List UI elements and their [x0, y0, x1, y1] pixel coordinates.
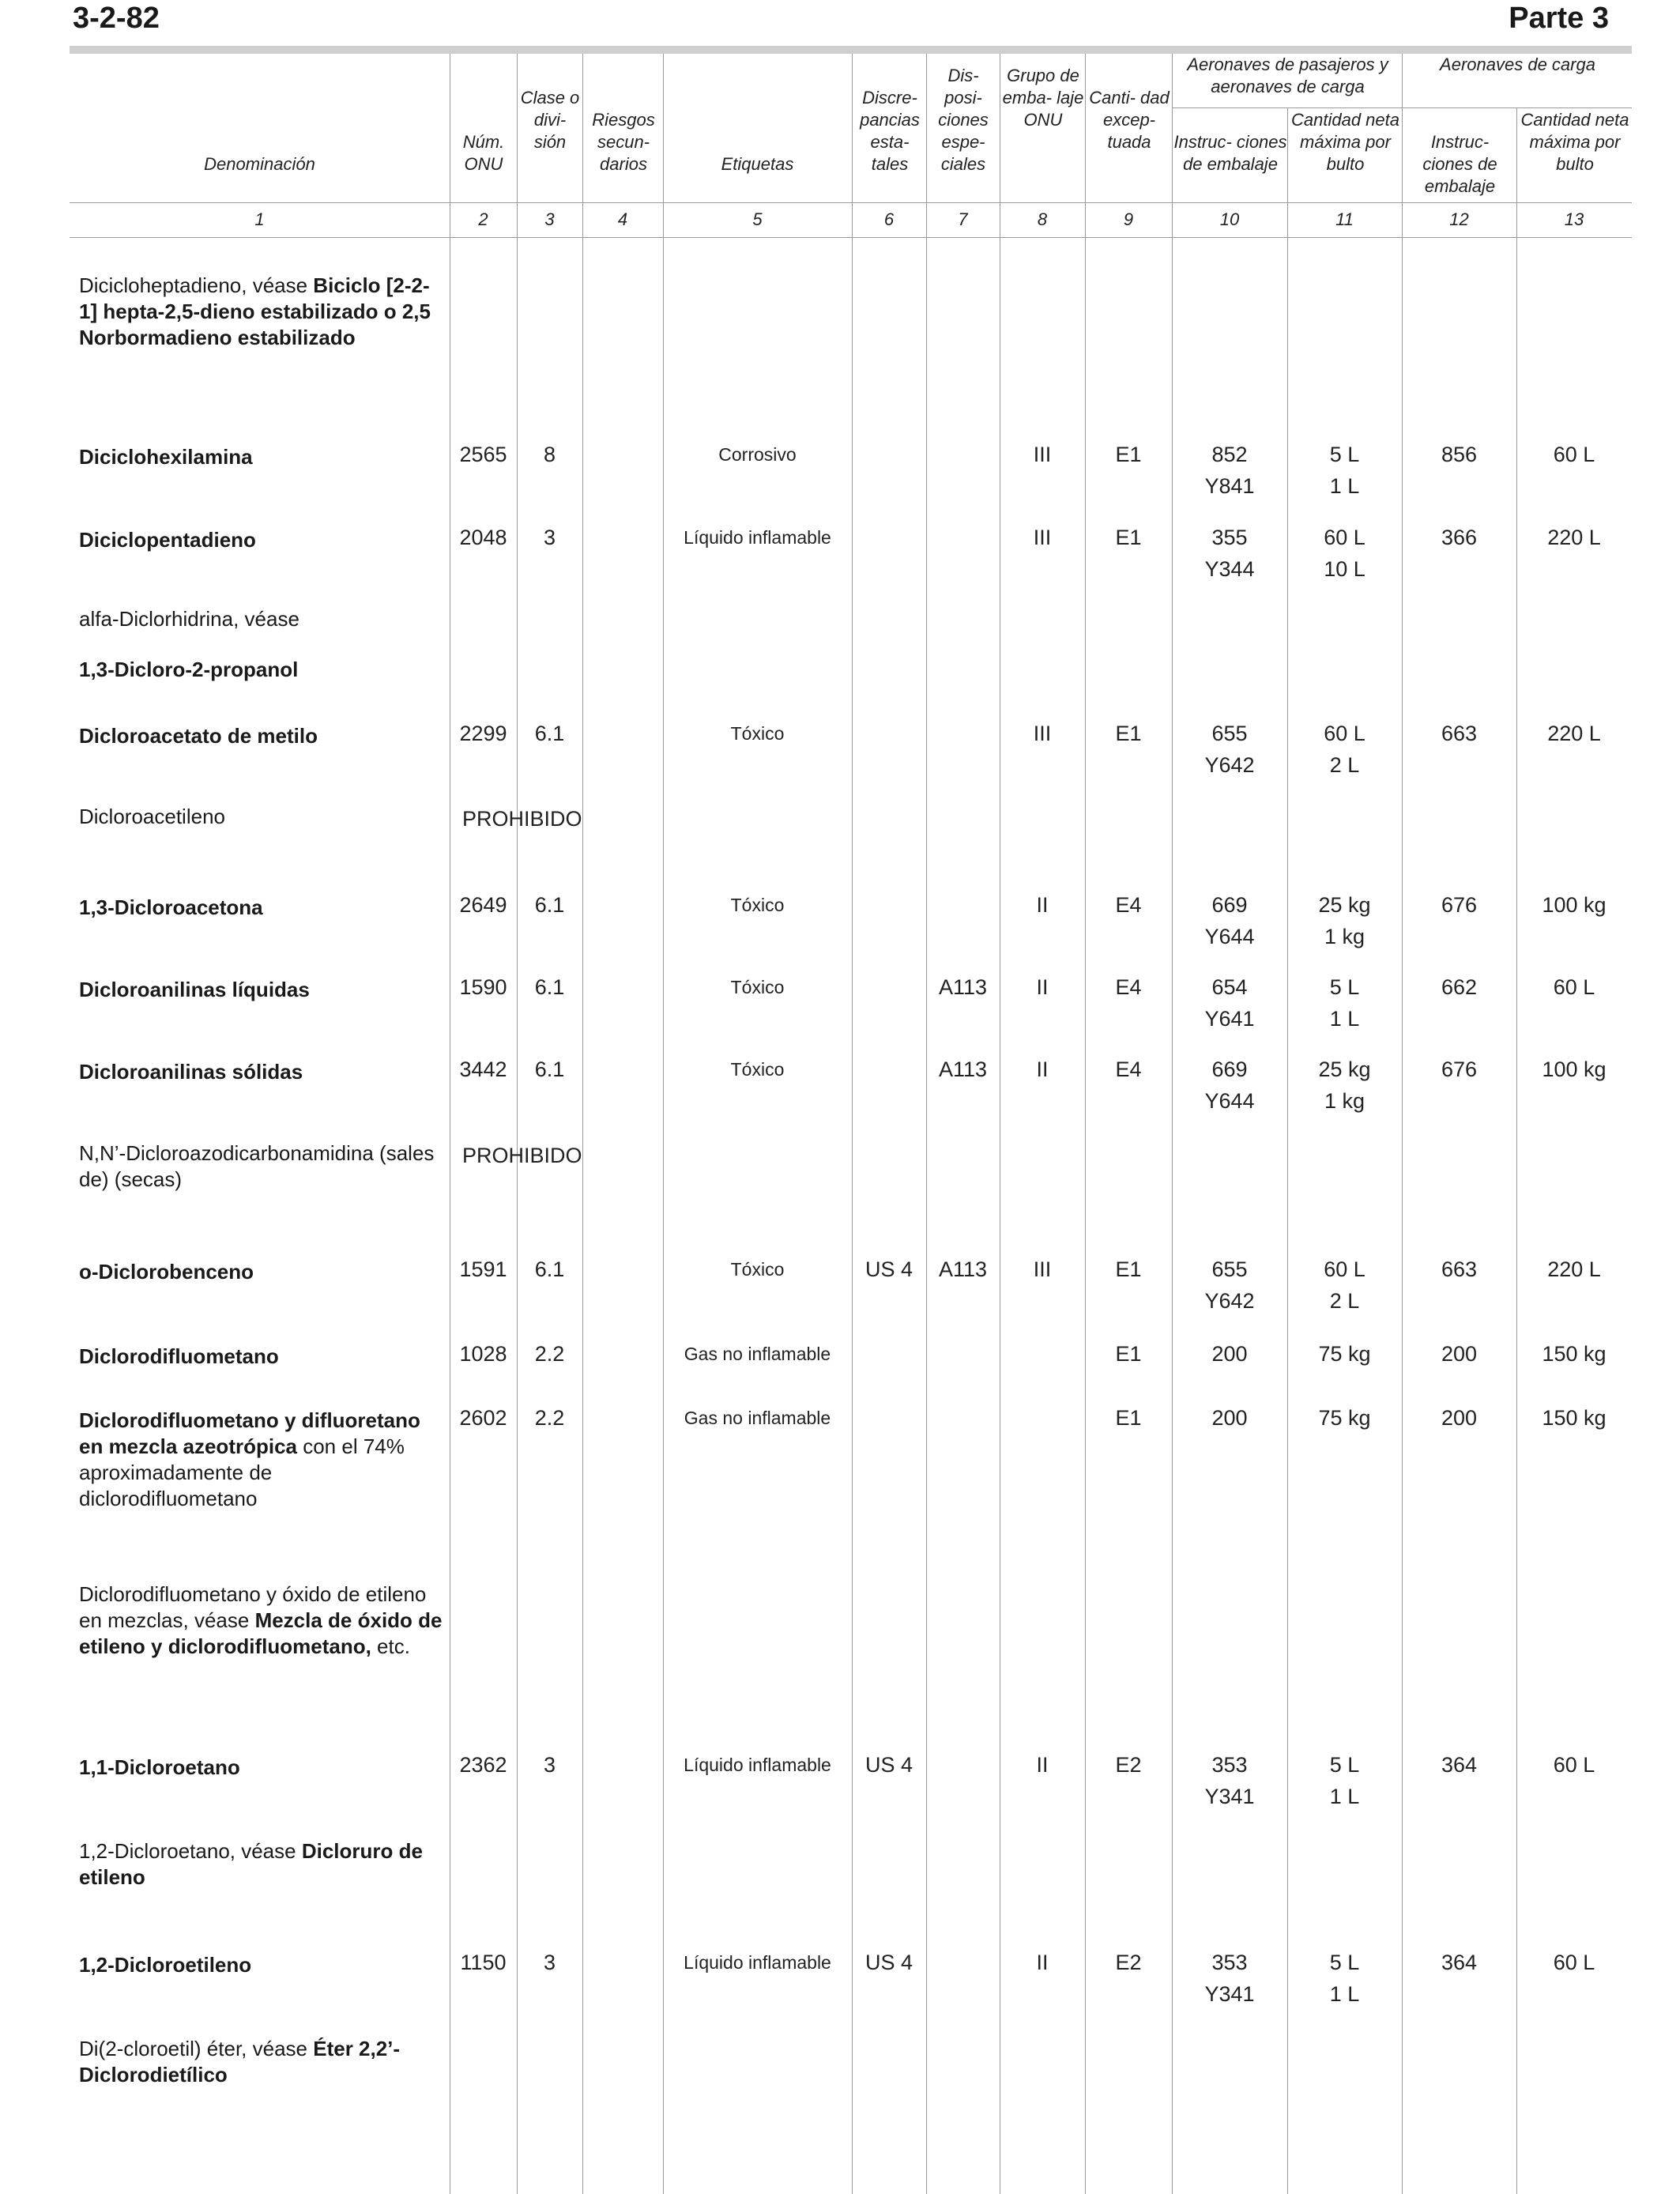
col-rule: [663, 54, 664, 2194]
entry-denominacion: Diciclohexilamina: [79, 445, 253, 469]
header-num-onu: Núm. ONU: [462, 132, 505, 174]
state-variation: US 4: [864, 1257, 913, 1281]
col-number: 6: [883, 209, 895, 229]
passenger-packing-instruction: 655 Y642: [1204, 1257, 1255, 1313]
passenger-max-quantity: 5 L 1 L: [1329, 1951, 1360, 2006]
cargo-max-quantity: 150 kg: [1542, 1406, 1607, 1430]
cargo-packing-instruction: 856: [1441, 443, 1478, 466]
passenger-packing-instruction: 852 Y841: [1204, 443, 1255, 498]
un-number: 1028: [459, 1342, 507, 1366]
un-number: 1591: [459, 1257, 507, 1281]
prohibido-label: PROHIBIDO: [462, 807, 582, 831]
packing-group: III: [1033, 1257, 1052, 1281]
label-text: Tóxico: [730, 1059, 785, 1080]
passenger-max-quantity: 75 kg: [1318, 1406, 1371, 1430]
entry-denominacion: 1,2-Dicloroetileno: [79, 1953, 252, 1977]
passenger-max-quantity: 60 L 10 L: [1324, 526, 1365, 581]
special-provision: A113: [938, 1257, 988, 1281]
label-text: Tóxico: [730, 977, 785, 997]
state-variation: US 4: [864, 1951, 913, 1974]
passenger-packing-instruction: 655 Y642: [1204, 722, 1255, 777]
un-number: 3442: [459, 1057, 507, 1081]
passenger-max-quantity: 60 L 2 L: [1324, 722, 1365, 777]
subheader-rule: [1172, 107, 1632, 108]
un-number: 2602: [459, 1406, 507, 1430]
entry-denominacion: 1,3-Dicloroacetona: [79, 895, 263, 919]
cargo-max-quantity: 60 L: [1553, 1753, 1595, 1777]
passenger-max-quantity: 75 kg: [1318, 1342, 1371, 1366]
label-text: Líquido inflamable: [684, 1952, 831, 1973]
entry-denominacion: Diciclopentadieno: [79, 528, 256, 552]
passenger-max-quantity: 5 L 1 L: [1329, 443, 1360, 498]
passenger-max-quantity: 60 L 2 L: [1324, 1257, 1365, 1313]
entry-denominacion: Di(2-cloroetil) éter, véase Éter 2,2’-Diclorodietílico: [79, 2037, 401, 2087]
entry-denominacion: Diclorodifluometano y óxido de etileno en mezclas, véase Mezcla de óxido de etileno y diclorodifluometano, etc.: [79, 1582, 443, 1658]
col-number: 13: [1564, 209, 1584, 229]
col-number: 2: [478, 209, 488, 229]
prohibido-label: PROHIBIDO: [462, 1144, 582, 1167]
cargo-packing-instruction: 200: [1441, 1342, 1478, 1366]
packing-group: II: [1036, 1753, 1049, 1777]
header-rule: [70, 46, 1632, 54]
passenger-packing-instruction: 355 Y344: [1204, 526, 1255, 581]
cargo-max-quantity: 220 L: [1547, 526, 1601, 549]
label-text: Tóxico: [730, 723, 785, 744]
cargo-packing-instruction: 364: [1441, 1753, 1478, 1777]
page-code: 3-2-82: [73, 2, 160, 35]
entry-denominacion: alfa-Diclorhidrina, véase: [79, 607, 299, 631]
cargo-packing-instruction: 364: [1441, 1951, 1478, 1974]
excepted-quantity: E4: [1115, 893, 1142, 917]
passenger-max-quantity: 25 kg 1 kg: [1318, 1057, 1371, 1113]
special-provision: A113: [938, 1057, 988, 1081]
col-rule: [1287, 108, 1288, 2194]
col-rule: [852, 54, 853, 2194]
header-denominacion: Denominación: [204, 154, 315, 174]
col-number: 9: [1123, 209, 1134, 229]
cargo-max-quantity: 100 kg: [1542, 1057, 1607, 1081]
cargo-packing-instruction: 663: [1441, 722, 1478, 745]
cargo-packing-instruction: 676: [1441, 893, 1478, 917]
passenger-packing-instruction: 353 Y341: [1204, 1951, 1255, 2006]
passenger-packing-instruction: 669 Y644: [1204, 1057, 1255, 1113]
entry-denominacion: 1,2-Dicloroetano, véase Dicloruro de etileno: [79, 1839, 423, 1889]
col-rule: [1172, 54, 1173, 2194]
excepted-quantity: E1: [1115, 443, 1142, 466]
entry-denominacion: Dicloroanilinas sólidas: [79, 1060, 303, 1084]
class-division: 2.2: [534, 1406, 565, 1430]
header-instr-pasajeros: Instruc- ciones de embalaje: [1173, 132, 1287, 174]
col-number: 11: [1335, 209, 1354, 229]
entry-denominacion: Dicicloheptadieno, véase Biciclo [2-2-1] hepta-2,5-dieno estabilizado o 2,5 Norbormadieno estabilizado: [79, 273, 431, 349]
cargo-packing-instruction: 662: [1441, 975, 1478, 999]
col-rule: [926, 54, 927, 2194]
number-row-rule: [70, 237, 1632, 238]
header-grupo: Grupo de emba- laje ONU: [1002, 66, 1084, 130]
class-division: 3: [543, 1753, 556, 1777]
cargo-max-quantity: 100 kg: [1542, 893, 1607, 917]
entry-denominacion: Diclorodifluometano: [79, 1344, 279, 1368]
excepted-quantity: E1: [1115, 1257, 1142, 1281]
cargo-max-quantity: 60 L: [1553, 443, 1595, 466]
cargo-packing-instruction: 366: [1441, 526, 1478, 549]
label-text: Gas no inflamable: [684, 1344, 831, 1364]
cargo-max-quantity: 150 kg: [1542, 1342, 1607, 1366]
col-number: 5: [752, 209, 763, 229]
class-division: 6.1: [534, 1057, 565, 1081]
header-bottom-rule: [70, 202, 1632, 203]
un-number: 2299: [459, 722, 507, 745]
col-rule: [1516, 108, 1517, 2194]
entry-denominacion: 1,3-Dicloro-2-propanol: [79, 658, 299, 681]
excepted-quantity: E1: [1115, 526, 1142, 549]
excepted-quantity: E2: [1115, 1753, 1142, 1777]
cargo-packing-instruction: 200: [1441, 1406, 1478, 1430]
col-number: 4: [617, 209, 628, 229]
class-division: 3: [543, 526, 556, 549]
excepted-quantity: E4: [1115, 1057, 1142, 1081]
un-number: 2048: [459, 526, 507, 549]
class-division: 6.1: [534, 893, 565, 917]
un-number: 1590: [459, 975, 507, 999]
class-division: 3: [543, 1951, 556, 1974]
col-number: 8: [1037, 209, 1048, 229]
un-number: 2649: [459, 893, 507, 917]
cargo-packing-instruction: 676: [1441, 1057, 1478, 1081]
cargo-packing-instruction: 663: [1441, 1257, 1478, 1281]
packing-group: III: [1033, 443, 1052, 466]
entry-denominacion: Diclorodifluometano y difluoretano en mezcla azeotrópica con el 74% aproximadamente de diclorodifluometano: [79, 1408, 420, 1510]
excepted-quantity: E1: [1115, 1406, 1142, 1430]
excepted-quantity: E1: [1115, 1342, 1142, 1366]
entry-denominacion: Dicloroacetato de metilo: [79, 724, 318, 748]
un-number: 2362: [459, 1753, 507, 1777]
entry-denominacion: 1,1-Dicloroetano: [79, 1755, 240, 1779]
col-number: 1: [254, 209, 265, 229]
label-text: Corrosivo: [718, 444, 797, 465]
packing-group: III: [1033, 526, 1052, 549]
header-discrepancias: Discre- pancias esta- tales: [860, 88, 920, 174]
header-group-carga: Aeronaves de carga: [1440, 55, 1595, 74]
cargo-max-quantity: 60 L: [1553, 975, 1595, 999]
cargo-max-quantity: 220 L: [1547, 722, 1601, 745]
packing-group: II: [1036, 975, 1049, 999]
cargo-max-quantity: 220 L: [1547, 1257, 1601, 1281]
col-rule: [1402, 54, 1403, 2194]
entry-denominacion: o-Diclorobenceno: [79, 1260, 254, 1284]
header-clase: Clase o divi- sión: [520, 88, 580, 152]
state-variation: US 4: [864, 1753, 913, 1777]
excepted-quantity: E2: [1115, 1951, 1142, 1974]
label-text: Líquido inflamable: [684, 527, 831, 548]
header-etiquetas: Etiquetas: [721, 154, 794, 174]
label-text: Gas no inflamable: [684, 1408, 831, 1428]
col-number: 3: [544, 209, 555, 229]
packing-group: II: [1036, 1951, 1049, 1974]
packing-group: II: [1036, 893, 1049, 917]
passenger-max-quantity: 5 L 1 L: [1329, 975, 1360, 1031]
passenger-max-quantity: 25 kg 1 kg: [1318, 893, 1371, 948]
header-disposiciones: Dis- posi- ciones espe- ciales: [938, 66, 989, 174]
class-division: 2.2: [534, 1342, 565, 1366]
passenger-max-quantity: 5 L 1 L: [1329, 1753, 1360, 1808]
header-instr-carga: Instruc- ciones de embalaje: [1422, 132, 1497, 196]
passenger-packing-instruction: 200: [1211, 1406, 1248, 1430]
un-number: 2565: [459, 443, 507, 466]
passenger-packing-instruction: 669 Y644: [1204, 893, 1255, 948]
part-label: Parte 3: [1509, 2, 1609, 35]
label-text: Tóxico: [730, 895, 785, 915]
class-division: 6.1: [534, 722, 565, 745]
entry-denominacion: Dicloroanilinas líquidas: [79, 978, 310, 1001]
excepted-quantity: E4: [1115, 975, 1142, 999]
col-number: 12: [1449, 209, 1469, 229]
packing-group: II: [1036, 1057, 1049, 1081]
passenger-packing-instruction: 200: [1211, 1342, 1248, 1366]
header-cant-pasajeros: Cantidad neta máxima por bulto: [1291, 110, 1399, 174]
special-provision: A113: [938, 975, 988, 999]
col-rule: [517, 54, 518, 2194]
col-number: 7: [958, 209, 968, 229]
header-group-pasajeros: Aeronaves de pasajeros y aeronaves de carga: [1187, 55, 1388, 96]
cargo-max-quantity: 60 L: [1553, 1951, 1595, 1974]
col-rule: [1085, 54, 1086, 2194]
col-number: 10: [1219, 209, 1240, 229]
header-riesgos: Riesgos secun- darios: [592, 110, 655, 174]
un-number: 1150: [460, 1951, 507, 1974]
col-rule: [582, 54, 583, 2194]
excepted-quantity: E1: [1115, 722, 1142, 745]
header-cant-carga: Cantidad neta máxima por bulto: [1520, 110, 1629, 174]
passenger-packing-instruction: 353 Y341: [1204, 1753, 1255, 1808]
label-text: Líquido inflamable: [684, 1755, 831, 1775]
class-division: 8: [543, 443, 556, 466]
entry-denominacion: N,N’-Dicloroazodicarbonamidina (sales de) (secas): [79, 1141, 435, 1191]
label-text: Tóxico: [730, 1259, 785, 1280]
packing-group: III: [1033, 722, 1052, 745]
header-cantidad-exceptuada: Canti- dad excep- tuada: [1089, 88, 1170, 152]
entry-denominacion: Dicloroacetileno: [79, 805, 225, 828]
class-division: 6.1: [534, 975, 565, 999]
class-division: 6.1: [534, 1257, 565, 1281]
passenger-packing-instruction: 654 Y641: [1204, 975, 1255, 1031]
